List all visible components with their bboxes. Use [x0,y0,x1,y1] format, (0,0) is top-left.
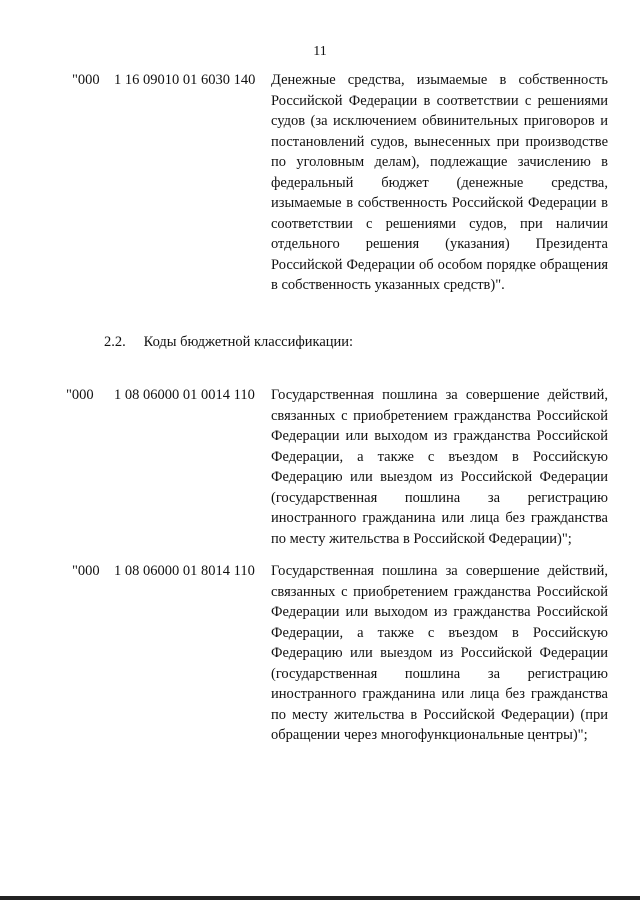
page-number: 11 [313,44,327,59]
budget-classification-code: 1 16 09010 01 6030 140 [114,72,256,88]
budget-classification-code: 1 08 06000 01 8014 110 [114,563,255,579]
entry-prefix: "000 [72,563,100,579]
entry-prefix: "000 [66,387,94,403]
section-heading [104,332,353,353]
budget-code-description: Государственная пошлина за совершение действий, связанных с приобретением гражданства Российской Федерации или выходом из гражданства Российской Федерации, а также с въездом в Российскую Федерацию или выездом из Российской Федерации (государственная пошлина за регистрацию иностранного гражданина или лица без гражданства по месту жительства в Российской Федерации) (при обращении через многофункциональные центры)"; [271,563,608,743]
budget-classification-code: 1 08 06000 01 0014 110 [114,387,255,403]
entry-prefix: "000 [72,72,100,88]
section-number: 2.2. [104,334,126,350]
section-title: Коды бюджетной классификации: [143,334,354,350]
budget-code-description: Государственная пошлина за совершение действий, связанных с приобретением гражданства Российской Федерации или выходом из гражданства Российской Федерации, а также с въездом в Российскую Федерацию или выездом из Российской Федерации (государственная пошлина за регистрацию иностранного гражданина или лица без гражданства по месту жительства в Российской Федерации)"; [271,387,608,547]
scan-bottom-border [0,896,640,900]
budget-code-description: Денежные средства, изымаемые в собственность Российской Федерации в соответствии с решениями судов (за исключением обвинительных приговоров и постановлений судов, вынесенных при производстве по уголовным делам), подлежащие зачислению в федеральный бюджет (денежные средства, изымаемые в собственность Российской Федерации в соответствии с решениями судов, при наличии отдельного решения (указания) Президента Российской Федерации об особом порядке обращения в собственность указанных средств)". [271,72,608,293]
